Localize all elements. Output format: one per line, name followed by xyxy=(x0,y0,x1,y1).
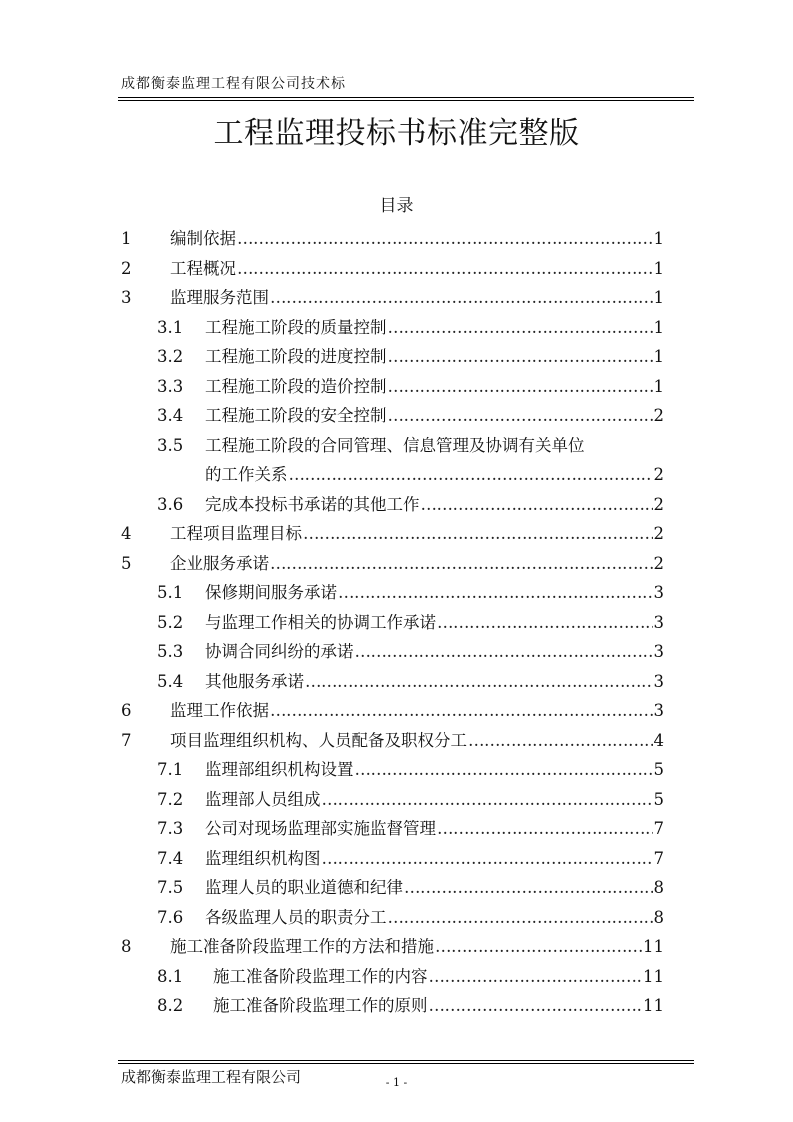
toc-entry[interactable] xyxy=(0,817,664,841)
toc-entry[interactable] xyxy=(0,965,664,989)
toc-entry-label: 施工准备阶段监理工作的方法和措施 xyxy=(170,937,434,956)
toc-leader-dots xyxy=(435,935,642,959)
toc-entry-label: 公司对现场监理部实施监督管理 xyxy=(205,819,436,838)
toc-entry-label: 施工准备阶段监理工作的原则 xyxy=(213,996,428,1015)
toc-entry-page: 2 xyxy=(653,465,664,484)
toc-entry[interactable] xyxy=(0,935,664,959)
toc-entry[interactable] xyxy=(0,670,664,694)
toc-heading: 目录 xyxy=(379,196,414,216)
toc-entry-page: 2 xyxy=(653,553,664,573)
toc-entry[interactable] xyxy=(0,316,664,340)
toc-entry[interactable] xyxy=(0,758,664,782)
toc-entry-number: 8 xyxy=(121,937,132,956)
toc-leader-dots xyxy=(429,994,643,1018)
toc-leader-dots xyxy=(303,522,653,546)
toc-leader-dots xyxy=(388,316,653,340)
toc-entry-label: 编制依据 xyxy=(170,229,236,248)
toc-entry-number: 7.6 xyxy=(157,907,184,927)
toc-leader-dots xyxy=(388,345,653,369)
toc-leader-dots xyxy=(338,581,653,605)
toc-entry[interactable] xyxy=(0,906,664,930)
toc-entry-number: 7 xyxy=(121,730,132,750)
toc-entry-page: 1 xyxy=(653,229,664,248)
toc-entry[interactable] xyxy=(0,581,664,605)
toc-leader-dots xyxy=(404,876,653,900)
toc-entry-label: 监理部组织机构设置 xyxy=(205,760,354,779)
toc-leader-dots xyxy=(355,758,653,782)
page-number: - 1 - xyxy=(385,1076,408,1089)
toc-entry[interactable] xyxy=(0,375,664,399)
toc-entry-page: 1 xyxy=(653,258,664,278)
toc-leader-dots xyxy=(237,227,653,251)
toc-entry-label: 工程施工阶段的安全控制 xyxy=(205,406,387,425)
toc-entry-label: 工程施工阶段的造价控制 xyxy=(205,376,387,396)
toc-entry-page: 11 xyxy=(643,996,664,1015)
toc-entry-number: 4 xyxy=(121,524,132,543)
toc-entry-number: 5.1 xyxy=(157,583,184,602)
toc-leader-dots xyxy=(437,611,653,635)
toc-entry-page: 7 xyxy=(653,819,664,838)
toc-entry-label: 工程施工阶段的进度控制 xyxy=(205,347,387,366)
toc-leader-dots xyxy=(388,375,653,399)
toc-entry-label: 协调合同纠纷的承诺 xyxy=(205,642,354,661)
toc-leader-dots xyxy=(322,847,653,871)
toc-entry-page: 5 xyxy=(653,760,664,779)
toc-entry-number: 2 xyxy=(121,258,132,278)
toc-entry-number: 3.2 xyxy=(157,347,184,366)
toc-entry-label: 施工准备阶段监理工作的内容 xyxy=(213,966,428,986)
toc-entry[interactable] xyxy=(0,227,664,251)
toc-entry-number: 8.1 xyxy=(157,966,184,986)
toc-entry-page: 3 xyxy=(653,671,664,691)
toc-entry-number: 3.4 xyxy=(157,406,184,425)
toc-entry-label: 的工作关系 xyxy=(205,465,288,484)
toc-entry[interactable] xyxy=(0,286,664,310)
toc-entry[interactable] xyxy=(0,788,664,812)
toc-entry-page: 2 xyxy=(653,494,664,514)
toc-leader-dots xyxy=(237,257,653,281)
toc-entry-number: 7.5 xyxy=(157,878,184,897)
toc-leader-dots xyxy=(437,817,653,841)
toc-entry-label: 监理人员的职业道德和纪律 xyxy=(205,878,403,897)
toc-entry-label: 保修期间服务承诺 xyxy=(205,583,337,602)
toc-entry-number: 7.1 xyxy=(157,760,184,779)
toc-entry-number: 3 xyxy=(121,288,132,307)
toc-entry[interactable] xyxy=(0,522,664,546)
toc-entry[interactable] xyxy=(0,552,664,576)
toc-entry[interactable] xyxy=(0,404,664,428)
toc-entry-number: 3.6 xyxy=(157,494,184,514)
toc-entry[interactable] xyxy=(0,257,664,281)
toc-leader-dots xyxy=(270,286,653,310)
toc-leader-dots xyxy=(270,699,653,723)
toc-entry-number: 5.3 xyxy=(157,642,184,661)
toc-entry-page: 1 xyxy=(653,376,664,396)
toc-entry-number: 1 xyxy=(121,229,132,248)
toc-entry[interactable] xyxy=(0,876,664,900)
toc-entry-label: 监理工作依据 xyxy=(170,701,269,720)
toc-entry-page: 1 xyxy=(653,317,664,337)
toc-entry-page: 3 xyxy=(653,612,664,632)
toc-entry-number: 5.2 xyxy=(157,612,184,632)
toc-leader-dots xyxy=(429,965,643,989)
toc-entry-number: 3.3 xyxy=(157,376,184,396)
toc-entry-page: 11 xyxy=(643,966,664,986)
toc-leader-dots xyxy=(421,493,653,517)
toc-entry-label: 完成本投标书承诺的其他工作 xyxy=(205,494,420,514)
toc-leader-dots xyxy=(305,670,653,694)
toc-entry-label: 其他服务承诺 xyxy=(205,671,304,691)
toc-entry-page: 11 xyxy=(643,937,664,956)
toc-entry-label: 工程施工阶段的合同管理、信息管理及协调有关单位 xyxy=(205,435,585,455)
toc-entry[interactable] xyxy=(0,847,664,871)
toc-entry-page: 8 xyxy=(653,878,664,897)
toc-entry-number: 3.5 xyxy=(157,435,184,455)
toc-entry[interactable] xyxy=(0,463,664,487)
toc-entry-page: 5 xyxy=(653,789,664,809)
toc-entry-page: 1 xyxy=(653,288,664,307)
footer-rule-bottom xyxy=(118,1063,694,1064)
toc-entry-page: 8 xyxy=(653,907,664,927)
toc-entry-label: 企业服务承诺 xyxy=(170,553,269,573)
footer-company: 成都衡泰监理工程有限公司 xyxy=(121,1068,302,1086)
toc-entry-page: 2 xyxy=(653,406,664,425)
toc-entry-page: 3 xyxy=(653,583,664,602)
toc-leader-dots xyxy=(355,640,653,664)
toc-entry[interactable] xyxy=(0,345,664,369)
toc-entry-label: 监理部人员组成 xyxy=(205,789,321,809)
toc-entry-page: 2 xyxy=(653,524,664,543)
toc-entry[interactable] xyxy=(0,729,664,753)
footer-rule-top xyxy=(118,1060,694,1061)
toc-entry-number: 7.4 xyxy=(157,848,184,868)
toc-leader-dots xyxy=(322,788,653,812)
running-header: 成都衡泰监理工程有限公司技术标 xyxy=(121,76,346,92)
toc-entry-number: 5.4 xyxy=(157,671,184,691)
toc-entry[interactable] xyxy=(0,493,664,517)
toc-entry-number: 5 xyxy=(121,553,132,573)
toc-entry-page: 1 xyxy=(653,347,664,366)
toc-entry-number: 3.1 xyxy=(157,317,184,337)
toc-entry-label: 各级监理人员的职责分工 xyxy=(205,907,387,927)
toc-entry-label: 监理组织机构图 xyxy=(205,848,321,868)
toc-entry-label: 监理服务范围 xyxy=(170,288,269,307)
toc-entry-page: 3 xyxy=(653,701,664,720)
toc-entry[interactable] xyxy=(0,699,664,723)
toc-entry-label: 项目监理组织机构、人员配备及职权分工 xyxy=(170,730,467,750)
toc-leader-dots xyxy=(468,729,653,753)
document-title: 工程监理投标书标准完整版 xyxy=(213,116,580,151)
toc-entry-label: 工程施工阶段的质量控制 xyxy=(205,317,387,337)
toc-entry-number: 7.2 xyxy=(157,789,184,809)
toc-entry-page: 7 xyxy=(653,848,664,868)
toc-leader-dots xyxy=(388,906,653,930)
toc-entry[interactable] xyxy=(0,640,664,664)
toc-entry-number: 6 xyxy=(121,701,132,720)
toc-entry-number: 8.2 xyxy=(157,996,184,1015)
toc-entry[interactable] xyxy=(0,994,664,1018)
toc-entry[interactable] xyxy=(0,434,664,458)
toc-entry[interactable] xyxy=(0,611,664,635)
toc-leader-dots xyxy=(270,552,653,576)
toc-entry-label: 工程概况 xyxy=(170,258,236,278)
toc-entry-page: 3 xyxy=(653,642,664,661)
toc-entry-label: 工程项目监理目标 xyxy=(170,524,302,543)
toc-entry-page: 4 xyxy=(653,730,664,750)
toc-leader-dots xyxy=(289,463,653,487)
toc-entry-label: 与监理工作相关的协调工作承诺 xyxy=(205,612,436,632)
toc-entry-number: 7.3 xyxy=(157,819,184,838)
toc-leader-dots xyxy=(388,404,653,428)
